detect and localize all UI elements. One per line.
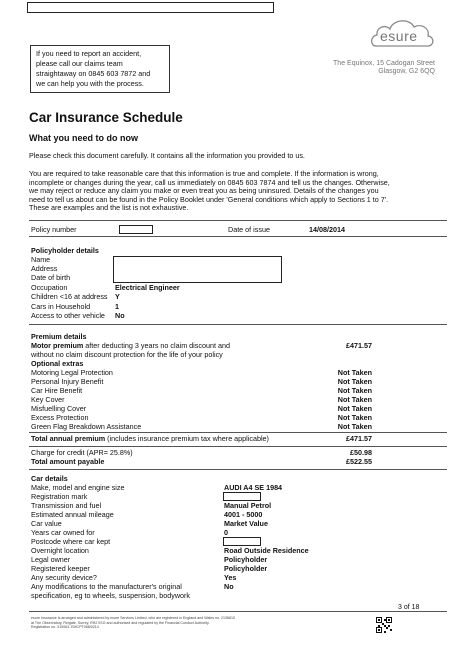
extra-value: Not Taken — [337, 377, 372, 386]
extra-label: Excess Protection — [31, 413, 89, 422]
car-row-label: Car value — [31, 519, 62, 528]
paragraph-line: we may reject or reduce any claim you make or even treat you as being uninsured. Details of the changes you — [29, 186, 379, 196]
access-value: No — [115, 311, 125, 320]
optional-extras-heading: Optional extras — [31, 359, 84, 368]
extra-label: Motoring Legal Protection — [31, 368, 113, 377]
notice-line: we can help you with the process. — [36, 79, 144, 88]
address-label: Address — [31, 264, 58, 273]
redacted-postcode — [223, 537, 261, 546]
address-line: Glasgow, G2 6QQ — [378, 68, 435, 75]
cars-label: Cars in Household — [31, 302, 91, 311]
car-row-value: Policyholder — [224, 564, 268, 573]
extra-value: Not Taken — [337, 404, 372, 413]
car-row-value: Policyholder — [224, 555, 268, 564]
qr-code — [376, 617, 392, 633]
redacted-policy-number — [119, 225, 153, 234]
car-row-value: Yes — [224, 573, 237, 582]
footer-line: at The Observatory, Reigate, Surrey, RH2 0SG and authorised and regulated by the Financial Conduct Authority. — [31, 620, 210, 625]
esure-logo — [368, 14, 438, 54]
total-payable-label: Total amount payable — [31, 457, 105, 466]
access-label: Access to other vehicle — [31, 311, 105, 320]
premium-heading: Premium details — [31, 332, 87, 341]
disclosure-paragraph — [29, 170, 390, 213]
divider — [29, 611, 447, 612]
extra-label: Green Flag Breakdown Assistance — [31, 422, 142, 431]
notice-line: please call our claims team — [36, 59, 123, 68]
car-row-value: Road Outside Residence — [224, 546, 309, 555]
credit-charge-label: Charge for credit (APR= 25.8%) — [31, 448, 133, 457]
qr-code-icon — [376, 617, 392, 633]
extra-label: Personal Injury Benefit — [31, 377, 104, 386]
occupation-value: Electrical Engineer — [115, 283, 180, 292]
date-of-issue-value: 14/08/2014 — [309, 225, 345, 234]
paragraph-line: You are required to take reasonable care that this information is true and complete. If the information is wrong, — [29, 169, 379, 178]
car-row-label: Transmission and fuel — [31, 501, 102, 510]
footer-line: esure Insurance is arranged and administered by esure Services Limited, who are registered in England and Wales no. 2136810 — [31, 616, 236, 620]
extra-label: Key Cover — [31, 395, 65, 404]
redacted-header — [27, 2, 274, 13]
policyholder-heading: Policyholder details — [31, 246, 99, 255]
extra-label: Car Hire Benefit — [31, 386, 83, 395]
total-annual-label: Total annual premium — [31, 434, 106, 443]
car-row-value: Market Value — [224, 519, 268, 528]
divider — [29, 432, 447, 433]
car-row-label: Registration mark — [31, 492, 88, 501]
car-row-label: Years car owned for — [31, 528, 95, 537]
car-row-value: Manual Petrol — [224, 501, 272, 510]
paragraph-line: incomplete or changes during the year, call us immediately on 0845 603 7874 and tell us the changes. Otherwise, — [29, 177, 390, 187]
car-row-label: Any security device? — [31, 573, 97, 582]
redacted-registration — [223, 492, 261, 501]
divider — [29, 324, 447, 325]
paragraph-line: need to tell us about can be found in the Policy Booklet under 'General conditions which apply to Sections 1 to 7'. — [29, 194, 389, 204]
footer-line: Registration no. 310063. EMCPT068/0214 — [31, 625, 99, 630]
car-row-label: Estimated annual mileage — [31, 510, 114, 519]
dob-label: Date of birth — [31, 273, 71, 282]
date-of-issue-label: Date of issue — [228, 225, 270, 234]
car-row-label: Make, model and engine size — [31, 483, 125, 492]
page-title: Car Insurance Schedule — [29, 110, 183, 125]
extra-value: Not Taken — [337, 422, 372, 431]
children-label: Children <16 at address — [31, 292, 108, 301]
car-row-label: Registered keeper — [31, 564, 90, 573]
name-label: Name — [31, 255, 51, 264]
paragraph-line: These are examples and the list is not exhaustive. — [29, 203, 189, 213]
car-row-label: Postcode where car kept — [31, 537, 111, 546]
motor-premium-line2: without no claim discount protection for the life of your policy — [31, 350, 223, 359]
car-row-value: No — [224, 582, 234, 591]
notice-line: If you need to report an accident, — [36, 49, 142, 58]
occupation-label: Occupation — [31, 283, 68, 292]
car-row-label: specification, eg to wheels, suspension, bodywork — [31, 591, 191, 600]
car-row-value: 4001 - 5000 — [224, 510, 263, 519]
extra-label: Misfuelling Cover — [31, 404, 87, 413]
car-row-label: Legal owner — [31, 555, 71, 564]
motor-premium-value: £471.57 — [346, 341, 372, 350]
motor-premium-text: after deducting 3 years no claim discount and — [83, 341, 230, 350]
car-row-label: Overnight location — [31, 546, 89, 555]
motor-premium-line — [31, 342, 230, 350]
extra-value: Not Taken — [337, 395, 372, 404]
notice-line: straightaway on 0845 603 7872 and — [36, 69, 151, 78]
total-payable-value: £522.55 — [346, 457, 372, 466]
address-line: The Equinox, 15 Cadogan Street — [333, 60, 435, 67]
children-value: Y — [115, 292, 120, 301]
extra-value: Not Taken — [337, 368, 372, 377]
extra-value: Not Taken — [337, 413, 372, 422]
intro-text: Please check this document carefully. It contains all the information you provided to us. — [29, 151, 305, 160]
divider — [29, 220, 447, 221]
divider — [29, 236, 447, 237]
total-annual-text: (includes insurance premium tax where applicable) — [105, 434, 269, 443]
divider — [29, 446, 447, 447]
car-row-value: 0 — [224, 528, 228, 537]
car-row-value: AUDI A4 SE 1984 — [224, 483, 283, 492]
page-number: 3 of 18 — [398, 604, 420, 611]
extra-value: Not Taken — [337, 386, 372, 395]
logo-text: esure — [380, 28, 418, 44]
company-address — [320, 60, 435, 76]
divider — [29, 469, 447, 470]
section-subtitle: What you need to do now — [29, 133, 138, 143]
car-row-label: Any modifications to the manufacturer's original — [31, 582, 182, 591]
car-details-heading: Car details — [31, 474, 68, 483]
cars-value: 1 — [115, 302, 119, 311]
total-annual-line — [31, 435, 269, 443]
motor-premium-label: Motor premium — [31, 341, 84, 350]
footer-legal — [31, 616, 235, 630]
policy-number-label: Policy number — [31, 225, 77, 234]
redacted-personal-details — [113, 256, 282, 283]
claims-notice-box — [30, 45, 170, 93]
total-annual-value: £471.57 — [346, 434, 372, 443]
credit-charge-value: £50.98 — [350, 448, 372, 457]
